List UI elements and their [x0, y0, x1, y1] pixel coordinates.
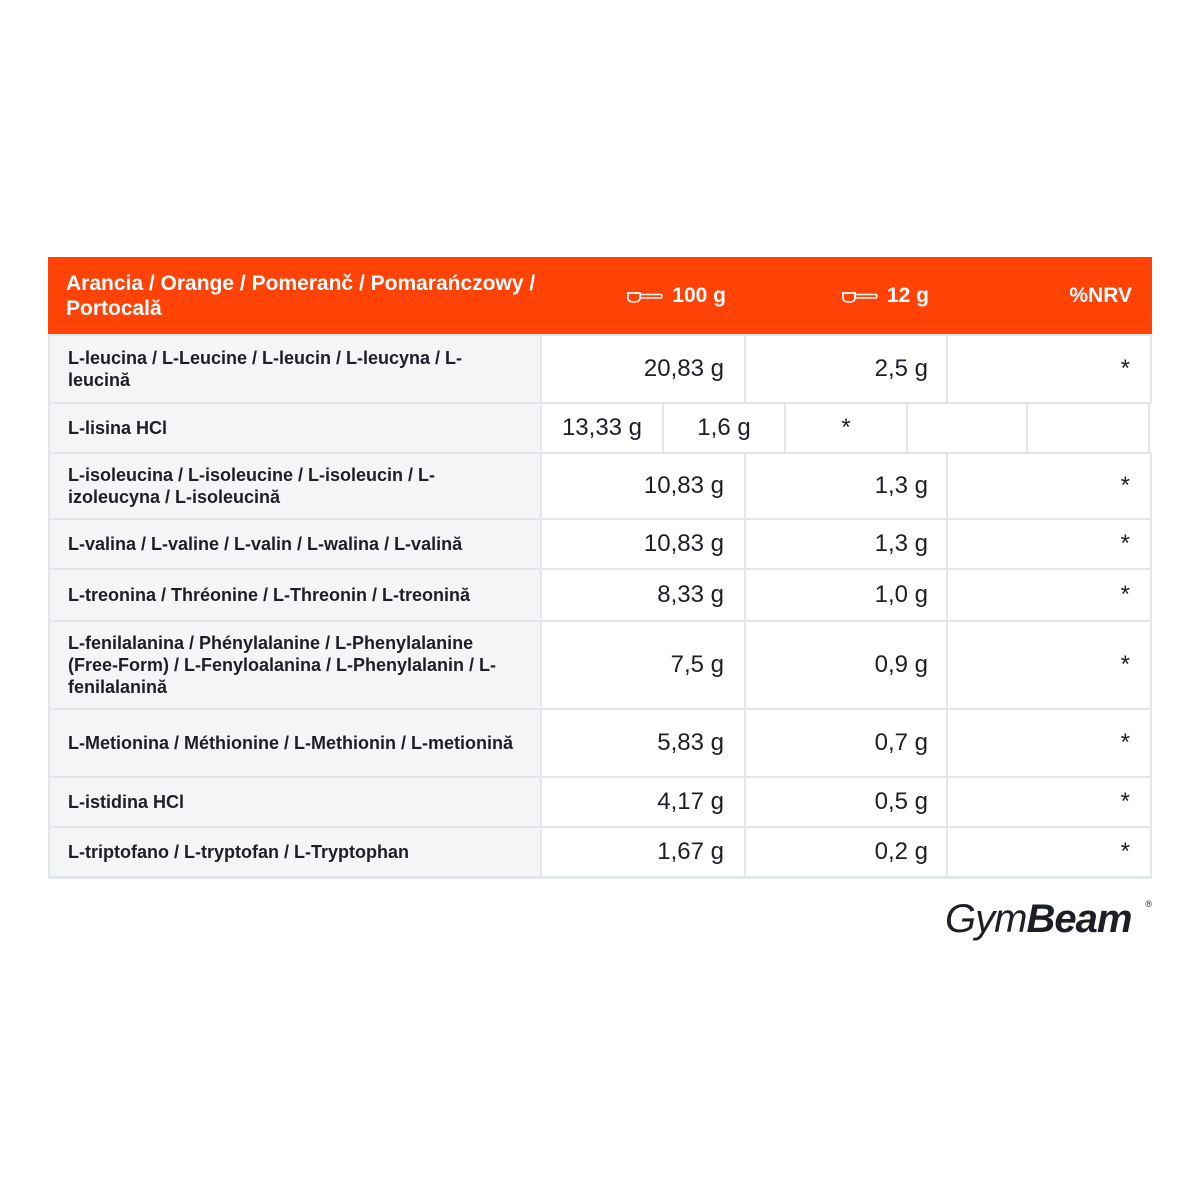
value-12g: 1,3 g: [746, 454, 948, 518]
value-12g: 0,9 g: [746, 622, 948, 708]
serving-12g-heading: [746, 284, 948, 308]
nutrient-name: L-Metionina / Méthionine / L-Methionin / L-metionină: [48, 710, 542, 776]
value-12g: 0,5 g: [746, 778, 948, 826]
value-100g: 7,5 g: [542, 622, 746, 708]
serving-12g-label: 12 g: [886, 283, 929, 307]
value-nrv: *: [948, 828, 1152, 876]
serving-100g-heading: [542, 284, 746, 308]
logo-beam-text: Beam: [1026, 897, 1132, 941]
flavor-heading: Arancia / Orange / Pomeranč / Pomarańczowy / Portocală: [66, 271, 536, 320]
value-100g: 13,33 g: [542, 404, 664, 452]
empty-cell: [1028, 404, 1150, 452]
value-12g: 0,7 g: [746, 710, 948, 776]
value-nrv: *: [948, 622, 1152, 708]
value-nrv: *: [786, 404, 908, 452]
scoop-icon: [626, 288, 664, 304]
table-row: [48, 826, 1152, 876]
value-100g: 1,67 g: [542, 828, 746, 876]
value-12g: 0,2 g: [746, 828, 948, 876]
value-12g: 2,5 g: [746, 336, 948, 402]
value-nrv: *: [948, 454, 1152, 518]
value-12g: 1,0 g: [746, 570, 948, 620]
logo-gym-text: Gym: [945, 897, 1027, 941]
value-100g: 10,83 g: [542, 454, 746, 518]
value-100g: 10,83 g: [542, 520, 746, 568]
nutrient-name: L-leucina / L-Leucine / L-leucin / L-leucyna / L-leucină: [48, 336, 542, 402]
value-12g: 1,3 g: [746, 520, 948, 568]
value-nrv: *: [948, 778, 1152, 826]
value-100g: 8,33 g: [542, 570, 746, 620]
value-nrv: *: [948, 710, 1152, 776]
nutrient-name: L-treonina / Thréonine / L-Threonin / L-treonină: [48, 570, 542, 620]
table-header: [48, 257, 1152, 334]
nutrient-name: L-isoleucina / L-isoleucine / L-isoleucin / L-izoleucyna / L-isoleucină: [48, 454, 542, 518]
value-12g: 1,6 g: [664, 404, 786, 452]
nutrient-name: L-valina / L-valine / L-valin / L-walina / L-valină: [48, 520, 542, 568]
nutrient-name: L-fenilalanina / Phénylalanine / L-Phenylalanine (Free-Form) / L-Fenyloalanina / L-Phenylalanin / L-fenilalanină: [48, 622, 542, 708]
table-row: [48, 568, 1152, 620]
table-row: [48, 708, 1152, 776]
scoop-icon: [841, 288, 879, 304]
nrv-heading: %NRV: [1069, 283, 1132, 307]
value-nrv: *: [948, 570, 1152, 620]
table-row: [48, 518, 1152, 568]
table-row: [48, 334, 1152, 402]
empty-cell: [908, 404, 1028, 452]
table-row: [48, 776, 1152, 826]
table-row: [48, 620, 1152, 708]
table-row: [48, 452, 1152, 518]
nutrient-name: L-triptofano / L-tryptofan / L-Tryptophan: [48, 828, 542, 876]
value-nrv: *: [948, 336, 1152, 402]
nutrient-name: L-lisina HCl: [48, 404, 542, 452]
serving-100g-label: 100 g: [672, 283, 726, 307]
table-row: [48, 402, 1152, 452]
value-100g: 5,83 g: [542, 710, 746, 776]
value-100g: 20,83 g: [542, 336, 746, 402]
value-nrv: *: [948, 520, 1152, 568]
value-100g: 4,17 g: [542, 778, 746, 826]
nutrition-table: [48, 257, 1152, 879]
gymbeam-logo: [945, 897, 1152, 943]
registered-mark: ®: [1145, 899, 1152, 909]
nutrient-name: L-istidina HCl: [48, 778, 542, 826]
